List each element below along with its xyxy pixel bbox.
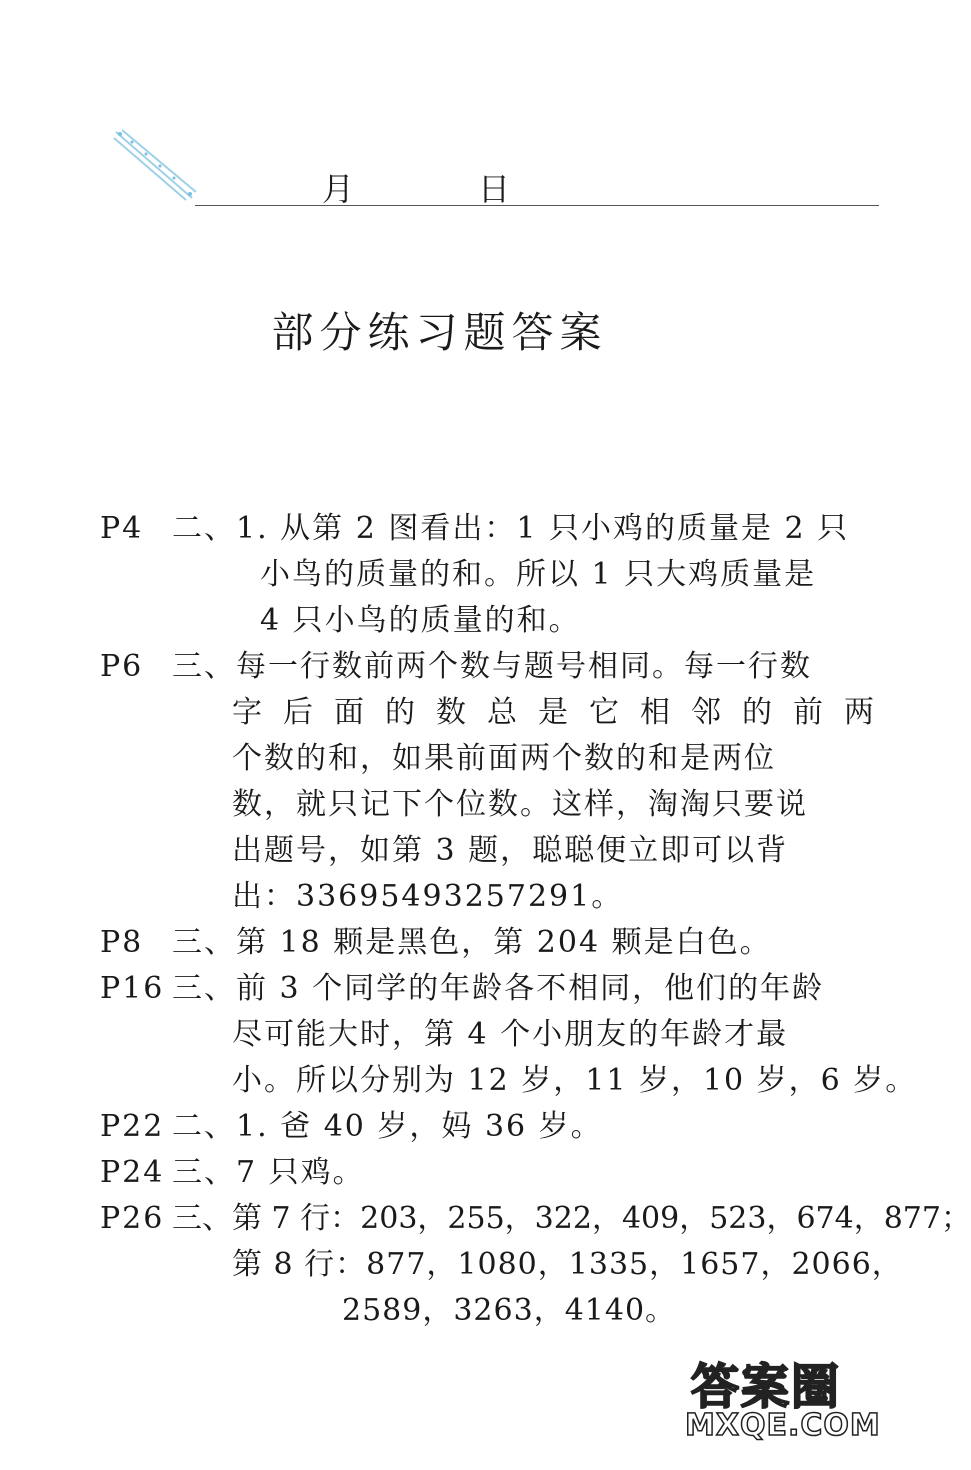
answer-line: 尽可能大时，第 4 个小朋友的年龄才最 (232, 1017, 789, 1052)
watermark-url: MXQE.COM (685, 1408, 881, 1443)
answer-line: 三、7 只鸡。 (172, 1155, 365, 1190)
watermark-title: 答案圈 (691, 1359, 842, 1415)
header-rule (195, 205, 879, 206)
answer-entry-p8 (100, 920, 860, 966)
page-number: P6 (100, 649, 144, 684)
page-number: P24 (100, 1155, 165, 1190)
answer-entry-p26 (100, 1196, 971, 1334)
page-number: P4 (100, 511, 144, 546)
answer-line: 三、第 7 行：203，255，322，409，523，674，877； (172, 1201, 971, 1236)
answer-line: 字后面的数总是它相邻的前两 (232, 695, 895, 730)
answer-list (100, 506, 971, 1334)
page-number: P8 (100, 925, 144, 960)
answer-entry-p6 (100, 644, 895, 920)
answer-entry-p4 (100, 506, 860, 644)
answer-line: 三、第 18 颗是黑色，第 204 颗是白色。 (172, 925, 772, 960)
page-title: 部分练习题答案 (271, 308, 608, 357)
answer-line: 个数的和，如果前面两个数的和是两位 (232, 741, 776, 776)
month-label: 月 (322, 170, 355, 208)
answer-line: 三、前 3 个同学的年龄各不相同，他们的年龄 (172, 971, 825, 1006)
answer-line: 二、1. 从第 2 图看出：1 只小鸡的质量是 2 只 (172, 511, 850, 546)
answer-line: 三、每一行数前两个数与题号相同。每一行数 (172, 649, 812, 684)
pencil-decoration (110, 128, 200, 206)
page-number: P22 (100, 1109, 165, 1144)
answer-entry-p22 (100, 1104, 860, 1150)
answer-line: 第 8 行：877，1080，1335，1657，2066， (232, 1247, 903, 1282)
answer-entry-p16 (100, 966, 918, 1104)
page-number: P16 (100, 971, 165, 1006)
answer-line: 2589，3263，4140。 (342, 1293, 677, 1328)
answer-line: 小。所以分别为 12 岁，11 岁，10 岁，6 岁。 (232, 1063, 918, 1098)
answer-entry-p24 (100, 1150, 860, 1196)
answer-line: 二、1. 爸 40 岁，妈 36 岁。 (172, 1109, 603, 1144)
page-number: P26 (100, 1201, 165, 1236)
answer-line: 数，就只记下个位数。这样，淘淘只要说 (232, 787, 808, 822)
day-label: 日 (478, 170, 511, 208)
watermark-logo (685, 1348, 881, 1448)
answer-line: 出：33695493257291。 (232, 879, 624, 914)
answer-line: 小鸟的质量的和。所以 1 只大鸡质量是 (260, 557, 817, 592)
answer-line: 4 只小鸟的质量的和。 (260, 603, 581, 638)
answer-line: 出题号，如第 3 题，聪聪便立即可以背 (232, 833, 789, 868)
